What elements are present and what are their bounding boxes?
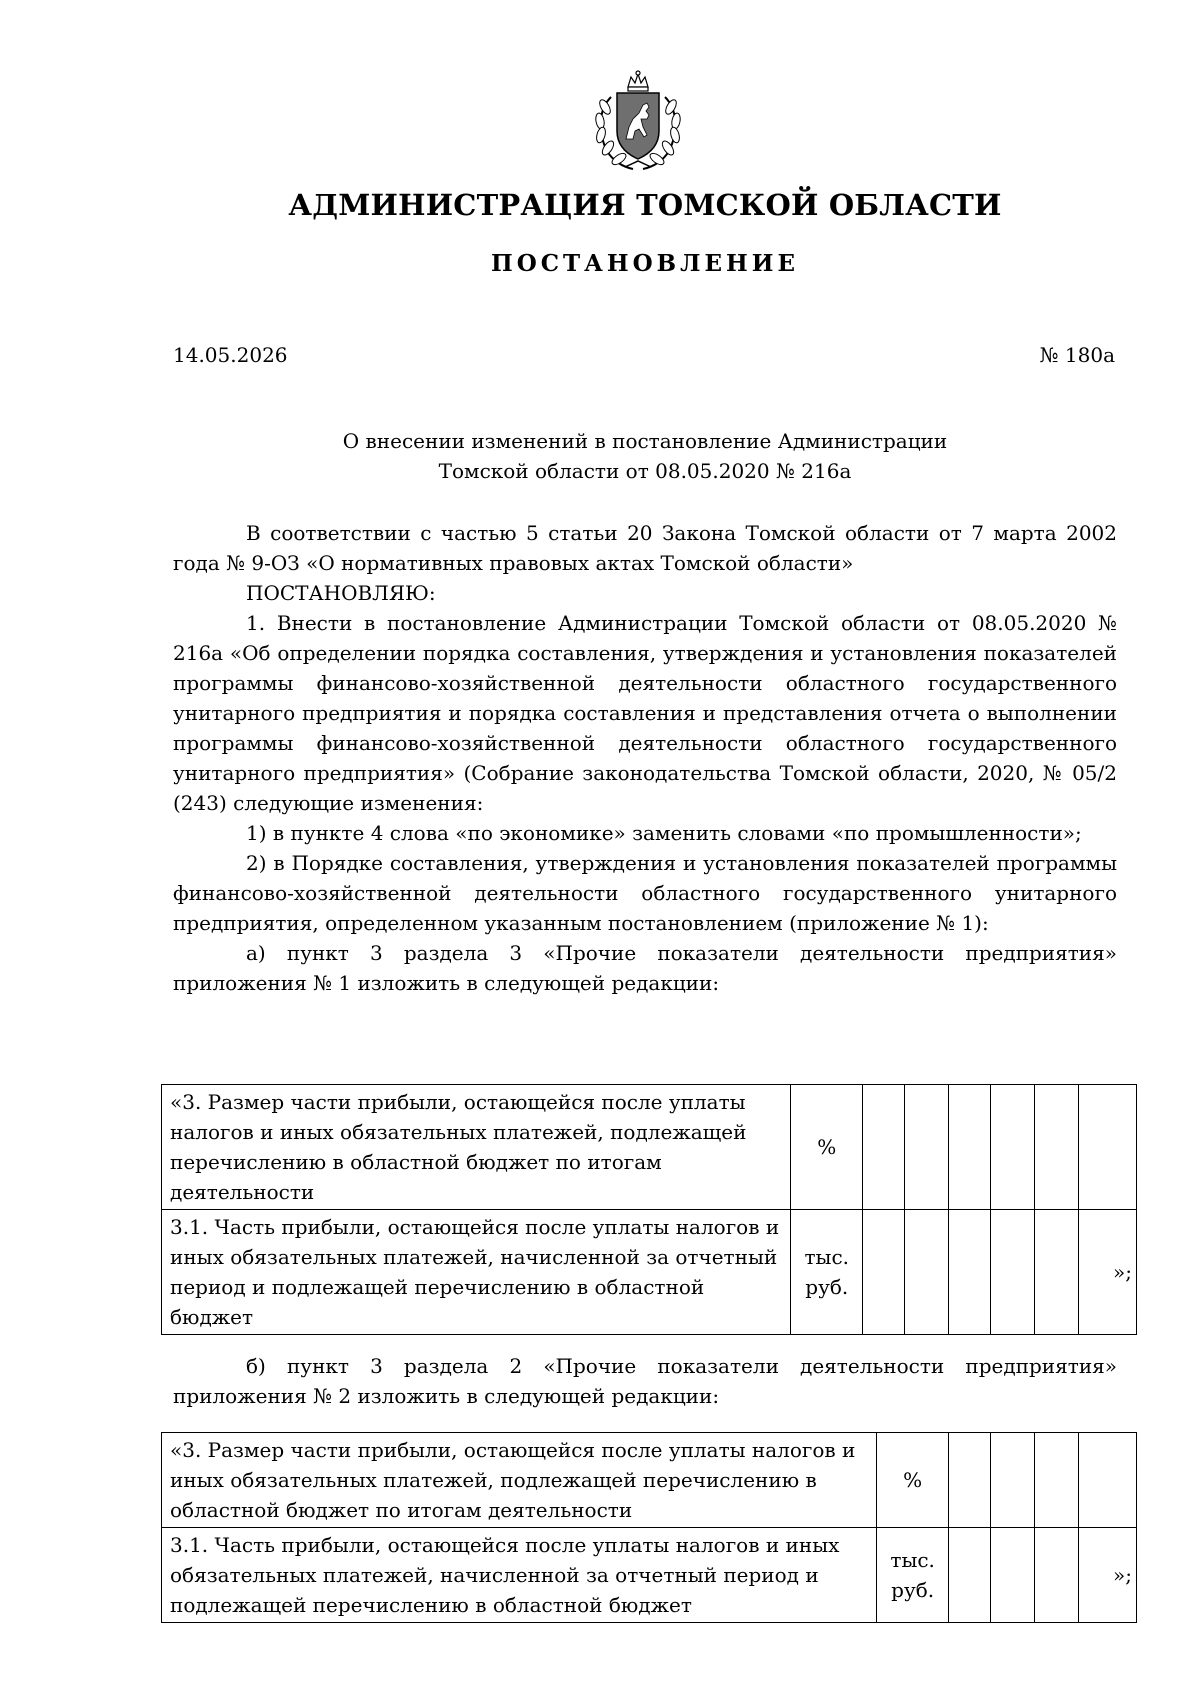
document-subject: [173, 426, 1117, 486]
subitem-1-paragraph: 1) в пункте 4 слова «по экономике» заменить словами «по промышленности»;: [246, 821, 1082, 845]
subitem-a-paragraph: а) пункт 3 раздела 3 «Прочие показатели деятельности предприятия» приложения № 1 изложить в следующей редакции:: [173, 941, 1117, 995]
table-cell-unit: %: [791, 1085, 863, 1210]
table-cell-text: 3.1. Часть прибыли, остающейся после уплаты налогов и иных обязательных платежей, начисленной за отчетный период и подлежащей перечислению в областной бюджет: [162, 1210, 791, 1335]
table-cell-empty: [949, 1210, 991, 1335]
table-cell-empty: [1035, 1085, 1079, 1210]
table-cell-empty: [863, 1085, 905, 1210]
table-row: [162, 1085, 1137, 1210]
subitem-2-paragraph: 2) в Порядке составления, утверждения и установления показателей программы финансово-хозяйственной деятельности областного государственного унитарного предприятия, определенном указанным постановлением (приложение № 1):: [173, 851, 1117, 935]
organization-title: АДМИНИСТРАЦИЯ ТОМСКОЙ ОБЛАСТИ: [288, 188, 1002, 222]
table-cell-empty: [1079, 1085, 1137, 1210]
subject-line-1: О внесении изменений в постановление Администрации: [342, 429, 948, 453]
item-1-paragraph: 1. Внести в постановление Администрации Томской области от 08.05.2020 № 216а «Об определении порядка составления, утверждения и установления показателей программы финансово-хозяйственной деятельности областного государственного унитарного предприятия и порядка составления и представления отчета о выполнении программы финансово-хозяйственной деятельности областного государственного унитарного предприятия» (Собрание законодательства Томской области, 2020, № 05/2 (243) следующие изменения:: [173, 611, 1117, 815]
document-number: № 180а: [1039, 343, 1115, 367]
table-row: [162, 1433, 1137, 1528]
table-cell-text: 3.1. Часть прибыли, остающейся после уплаты налогов и иных обязательных платежей, начисленной за отчетный период и подлежащей перечислению в областной бюджет: [162, 1528, 877, 1623]
table-cell-empty: [949, 1528, 991, 1623]
table-row: [162, 1528, 1137, 1623]
table-cell-empty: [1035, 1210, 1079, 1335]
table-cell-empty: [991, 1085, 1035, 1210]
subitem-b-paragraph: б) пункт 3 раздела 2 «Прочие показатели деятельности предприятия» приложения № 2 изложить в следующей редакции:: [173, 1354, 1117, 1408]
amendment-table-2: [161, 1432, 1137, 1623]
table-cell-unit: тыс. руб.: [791, 1210, 863, 1335]
table-cell-unit: тыс. руб.: [877, 1528, 949, 1623]
table-row: [162, 1210, 1137, 1335]
table-cell-empty: [905, 1085, 949, 1210]
document-body-continued: [173, 1351, 1117, 1411]
tomsk-coat-of-arms-icon: [581, 69, 695, 175]
table-cell-empty: [905, 1210, 949, 1335]
table-cell-text: «3. Размер части прибыли, остающейся после уплаты налогов и иных обязательных платежей, подлежащей перечислению в областной бюджет по итогам деятельности: [162, 1085, 791, 1210]
table-cell-empty: [1079, 1433, 1137, 1528]
table-cell-empty: [949, 1433, 991, 1528]
subject-line-2: Томской области от 08.05.2020 № 216а: [438, 459, 852, 483]
table-cell-text: «3. Размер части прибыли, остающейся после уплаты налогов и иных обязательных платежей, подлежащей перечислению в областной бюджет по итогам деятельности: [162, 1433, 877, 1528]
preamble-paragraph: В соответствии с частью 5 статьи 20 Закона Томской области от 7 марта 2002 года № 9-ОЗ «О нормативных правовых актах Томской области»: [173, 521, 1117, 575]
document-date: 14.05.2026: [173, 343, 288, 367]
table-cell-empty: [863, 1210, 905, 1335]
table-cell-empty: [991, 1210, 1035, 1335]
document-body: [173, 518, 1117, 998]
table-cell-empty: [991, 1528, 1035, 1623]
table-cell-closing-quote: »;: [1079, 1210, 1137, 1335]
table-cell-closing-quote: »;: [1079, 1528, 1137, 1623]
table-cell-empty: [1035, 1528, 1079, 1623]
table-cell-unit: %: [877, 1433, 949, 1528]
table-cell-empty: [949, 1085, 991, 1210]
table-cell-empty: [1035, 1433, 1079, 1528]
decree-word: ПОСТАНОВЛЯЮ:: [246, 581, 436, 605]
table-cell-empty: [991, 1433, 1035, 1528]
document-type: ПОСТАНОВЛЕНИЕ: [491, 250, 799, 277]
amendment-table-1: [161, 1084, 1137, 1335]
